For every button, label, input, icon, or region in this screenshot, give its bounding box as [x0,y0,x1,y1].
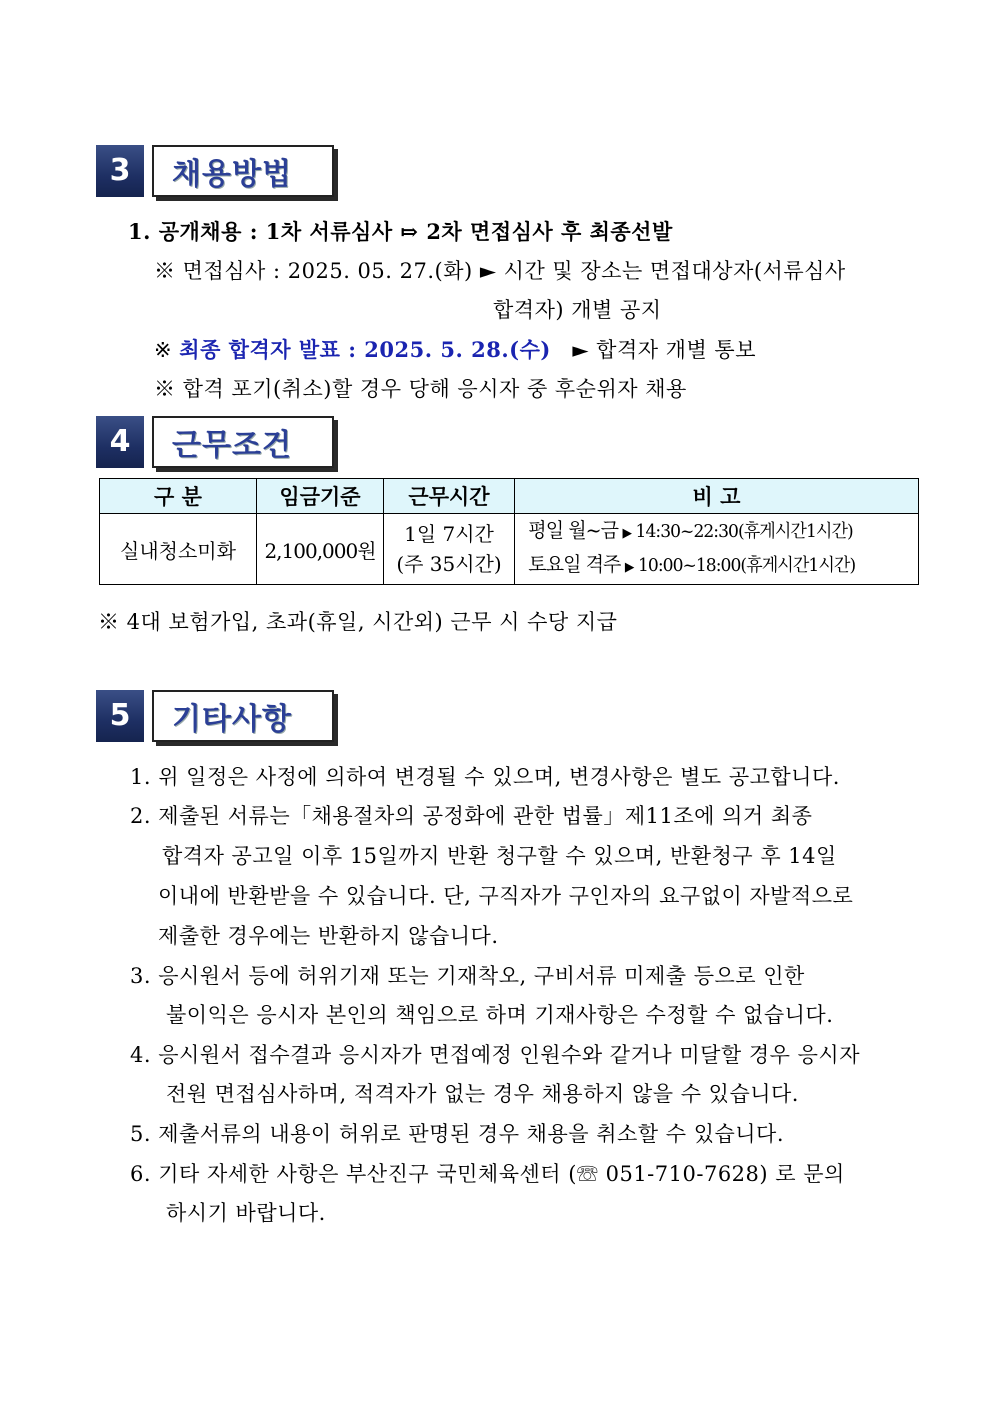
saturday-time: 10:00~18:00(휴게시간1시간) [637,555,856,576]
list-item: 5. 제출서류의 내용이 허위로 판명된 경우 채용을 취소할 수 있습니다. [130,1122,785,1146]
list-item-cont: 제출한 경우에는 반환하지 않습니다. [158,924,499,948]
cell-wage: 2,100,000원 [257,514,384,585]
section-5-number: 5 [96,690,144,742]
final-announcement-rest: ► 합격자 개별 통보 [572,338,757,362]
forfeit-note: ※ 합격 포기(취소)할 경우 당해 응시자 중 후순위자 채용 [154,377,687,401]
section-3-title-box [152,145,334,197]
list-item-cont: 합격자 공고일 이후 15일까지 반환 청구할 수 있으며, 반환청구 후 14일 [162,844,837,868]
section-3-title: 채용방법 [172,157,292,192]
section-4-title-box [152,416,334,468]
section-5-title: 기타사항 [172,702,292,737]
section-4-title: 근무조건 [172,428,292,463]
list-item-cont: 불이익은 응시자 본인의 책임으로 하며 기재사항은 수정할 수 없습니다. [166,1003,834,1027]
section-4-number: 4 [96,416,144,468]
insurance-footnote: ※ 4대 보험가입, 초과(휴일, 시간외) 근무 시 수당 지급 [98,610,618,634]
header-wage: 임금기준 [257,479,384,514]
final-announcement [154,334,756,364]
table-header-row [100,479,919,514]
triangle-icon: ▶ [622,526,632,541]
weekday-schedule [515,515,898,549]
note-mark: ※ [154,338,173,362]
header-hours: 근무시간 [384,479,515,514]
section-3-number: 3 [96,145,144,197]
cell-category: 실내청소미화 [100,514,257,585]
list-item: 4. 응시원서 접수결과 응시자가 면접예정 인원수와 같거나 미달할 경우 응시자 [130,1043,860,1067]
list-item: 2. 제출된 서류는「채용절차의 공정화에 관한 법률」제11조에 의거 최종 [130,804,813,828]
triangle-icon: ▶ [624,560,634,575]
interview-note: ※ 면접심사 : 2025. 05. 27.(화) ► 시간 및 장소는 면접대상자(서류심사 [154,259,846,283]
hours-daily: 1일 7시간 [404,522,494,546]
cell-hours [384,514,515,585]
weekday-label: 평일 월~금 [528,518,618,542]
weekday-time: 14:30~22:30(휴게시간1시간) [635,521,853,542]
header-note: 비 고 [515,479,919,514]
list-item-cont: 이내에 반환받을 수 있습니다. 단, 구직자가 구인자의 요구없이 자발적으로 [158,884,854,908]
cell-note [515,514,919,585]
table-row [100,514,919,585]
header-category: 구 분 [100,479,257,514]
interview-note-cont: 합격자) 개별 공지 [493,298,662,322]
list-item: 3. 응시원서 등에 허위기재 또는 기재착오, 구비서류 미제출 등으로 인한 [130,964,805,988]
final-announcement-date: 최종 합격자 발표 : 2025. 5. 28.(수) [179,337,551,362]
recruit-method-line: 1. 공개채용 : 1차 서류심사 ⤇ 2차 면접심사 후 최종선발 [128,219,673,244]
hours-weekly: (주 35시간) [396,552,502,576]
work-conditions-table [99,478,919,585]
list-item-cont: 전원 면접심사하며, 적격자가 없는 경우 채용하지 않을 수 있습니다. [166,1082,799,1106]
section-5-title-box [152,690,334,742]
list-item-cont: 하시기 바랍니다. [166,1201,326,1225]
list-item: 6. 기타 자세한 사항은 부산진구 국민체육센터 (☏ 051-710-7628) 로 문의 [130,1162,845,1186]
saturday-schedule [515,549,898,583]
saturday-label: 토요일 격주 [528,552,621,576]
list-item: 1. 위 일정은 사정에 의하여 변경될 수 있으며, 변경사항은 별도 공고합니다. [130,765,840,789]
